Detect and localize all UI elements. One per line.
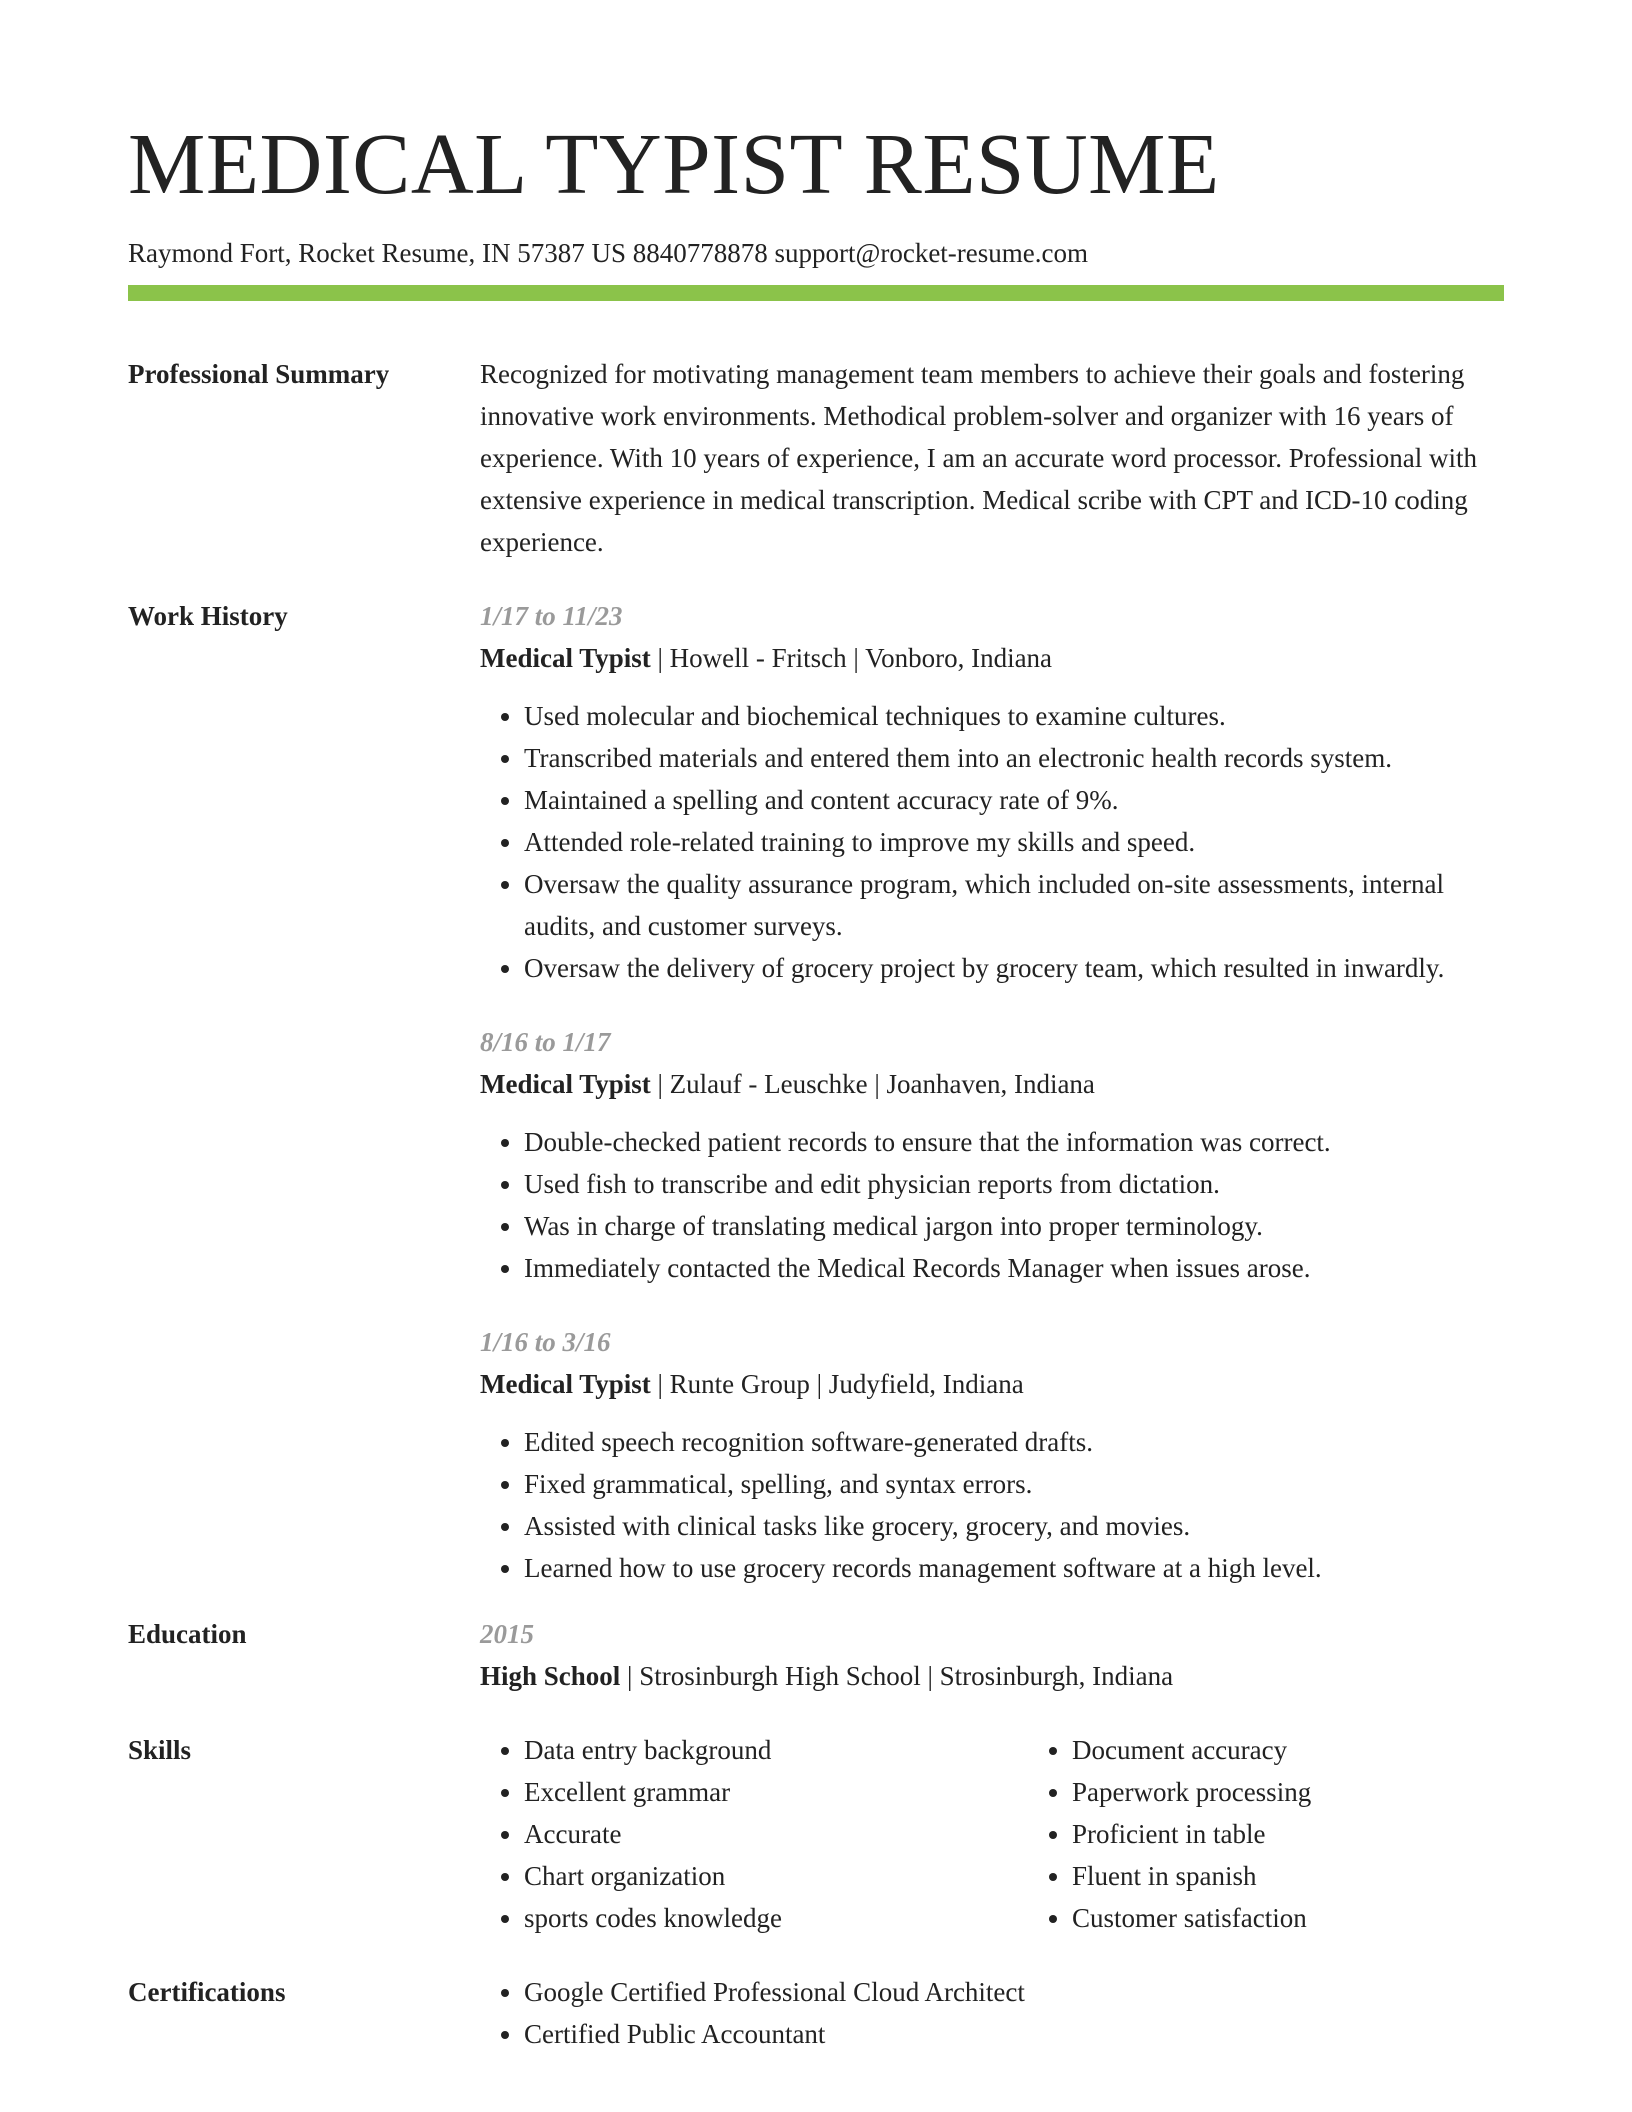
resume-title: MEDICAL TYPIST RESUME bbox=[128, 115, 1220, 212]
skills-section bbox=[128, 1729, 1504, 1939]
job-bullets bbox=[480, 695, 1504, 989]
job-role: Medical Typist bbox=[480, 643, 651, 674]
contact-address: Raymond Fort, Rocket Resume, IN 57387 US bbox=[128, 238, 626, 268]
list-item: • Immediately contacted the Medical Records Manager when issues arose. bbox=[524, 1247, 1504, 1289]
list-item: • Paperwork processing bbox=[1072, 1771, 1576, 1813]
contact-email: support@rocket-resume.com bbox=[774, 238, 1089, 268]
skills-column-2 bbox=[1028, 1729, 1576, 1939]
list-item: • Attended role-related training to improve my skills and speed. bbox=[524, 821, 1504, 863]
list-item: • Oversaw the delivery of grocery project by grocery team, which resulted in inwardly. bbox=[524, 947, 1504, 989]
list-item: • Google Certified Professional Cloud Architect bbox=[524, 1971, 1504, 2013]
job-entry bbox=[480, 595, 1504, 989]
job-dates: 1/16 to 3/16 bbox=[480, 1327, 611, 1358]
job-title-line bbox=[480, 637, 1504, 679]
contact-line bbox=[128, 237, 1504, 269]
job-entry bbox=[480, 1021, 1504, 1289]
job-role: Medical Typist bbox=[480, 1069, 651, 1100]
contact-phone: 8840778878 bbox=[632, 238, 768, 268]
section-label-education: Education bbox=[128, 1619, 247, 1650]
list-item: • Maintained a spelling and content accuracy rate of 9%. bbox=[524, 779, 1504, 821]
list-item: • Fluent in spanish bbox=[1072, 1855, 1576, 1897]
list-item: • Proficient in table bbox=[1072, 1813, 1576, 1855]
certifications-list bbox=[480, 1971, 1504, 2055]
job-details: | Howell - Fritsch | Vonboro, Indiana bbox=[650, 643, 1053, 674]
work-history-content bbox=[480, 595, 1504, 1589]
list-item: • Data entry background bbox=[524, 1729, 1028, 1771]
skills-grid bbox=[480, 1729, 1576, 1939]
job-bullets bbox=[480, 1421, 1504, 1589]
list-item: • Accurate bbox=[524, 1813, 1028, 1855]
list-item: • Used fish to transcribe and edit physician reports from dictation. bbox=[524, 1163, 1504, 1205]
job-dates: 1/17 to 11/23 bbox=[480, 601, 623, 632]
skills-column-1 bbox=[480, 1729, 1028, 1939]
section-label-summary: Professional Summary bbox=[128, 359, 390, 390]
list-item: • Edited speech recognition software-generated drafts. bbox=[524, 1421, 1504, 1463]
section-label-certifications: Certifications bbox=[128, 1977, 286, 2008]
education-details: | Strosinburgh High School | Strosinburgh, Indiana bbox=[620, 1661, 1174, 1692]
job-details: | Runte Group | Judyfield, Indiana bbox=[650, 1369, 1024, 1400]
summary-text: Recognized for motivating management team members to achieve their goals and fostering innovative work environments. Methodical problem-solver and organizer with 16 years of experience. With 10 years of experience, I am an accurate word processor. Professional with extensive experience in medical transcription. Medical scribe with CPT and ICD-10 coding experience. bbox=[480, 359, 1478, 558]
list-item: • sports codes knowledge bbox=[524, 1897, 1028, 1939]
list-item: • Chart organization bbox=[524, 1855, 1028, 1897]
list-item: • Learned how to use grocery records management software at a high level. bbox=[524, 1547, 1504, 1589]
job-bullets bbox=[480, 1121, 1504, 1289]
list-item: • Oversaw the quality assurance program, which included on-site assessments, internal audits, and customer surveys. bbox=[524, 863, 1504, 947]
education-content bbox=[480, 1613, 1504, 1697]
job-dates: 8/16 to 1/17 bbox=[480, 1027, 611, 1058]
job-title-line bbox=[480, 1063, 1504, 1105]
list-item: • Used molecular and biochemical techniques to examine cultures. bbox=[524, 695, 1504, 737]
education-section bbox=[128, 1613, 1504, 1697]
job-title-line bbox=[480, 1363, 1504, 1405]
accent-divider bbox=[128, 285, 1504, 301]
section-label-skills: Skills bbox=[128, 1735, 192, 1766]
list-item: • Fixed grammatical, spelling, and syntax errors. bbox=[524, 1463, 1504, 1505]
list-item: • Was in charge of translating medical jargon into proper terminology. bbox=[524, 1205, 1504, 1247]
education-degree: High School bbox=[480, 1661, 621, 1692]
education-date: 2015 bbox=[480, 1619, 534, 1650]
certifications-section bbox=[128, 1971, 1504, 2055]
certifications-content bbox=[480, 1971, 1504, 2055]
list-item: • Double-checked patient records to ensure that the information was correct. bbox=[524, 1121, 1504, 1163]
list-item: • Transcribed materials and entered them into an electronic health records system. bbox=[524, 737, 1504, 779]
section-label-work-history: Work History bbox=[128, 601, 288, 632]
list-item: • Customer satisfaction bbox=[1072, 1897, 1576, 1939]
education-line bbox=[480, 1655, 1504, 1697]
job-entry bbox=[480, 1321, 1504, 1589]
list-item: • Certified Public Accountant bbox=[524, 2013, 1504, 2055]
job-details: | Zulauf - Leuschke | Joanhaven, Indiana bbox=[650, 1069, 1095, 1100]
summary-section bbox=[128, 353, 1504, 563]
list-item: • Assisted with clinical tasks like grocery, grocery, and movies. bbox=[524, 1505, 1504, 1547]
list-item: • Document accuracy bbox=[1072, 1729, 1576, 1771]
work-history-section bbox=[128, 595, 1504, 1589]
list-item: • Excellent grammar bbox=[524, 1771, 1028, 1813]
job-role: Medical Typist bbox=[480, 1369, 651, 1400]
